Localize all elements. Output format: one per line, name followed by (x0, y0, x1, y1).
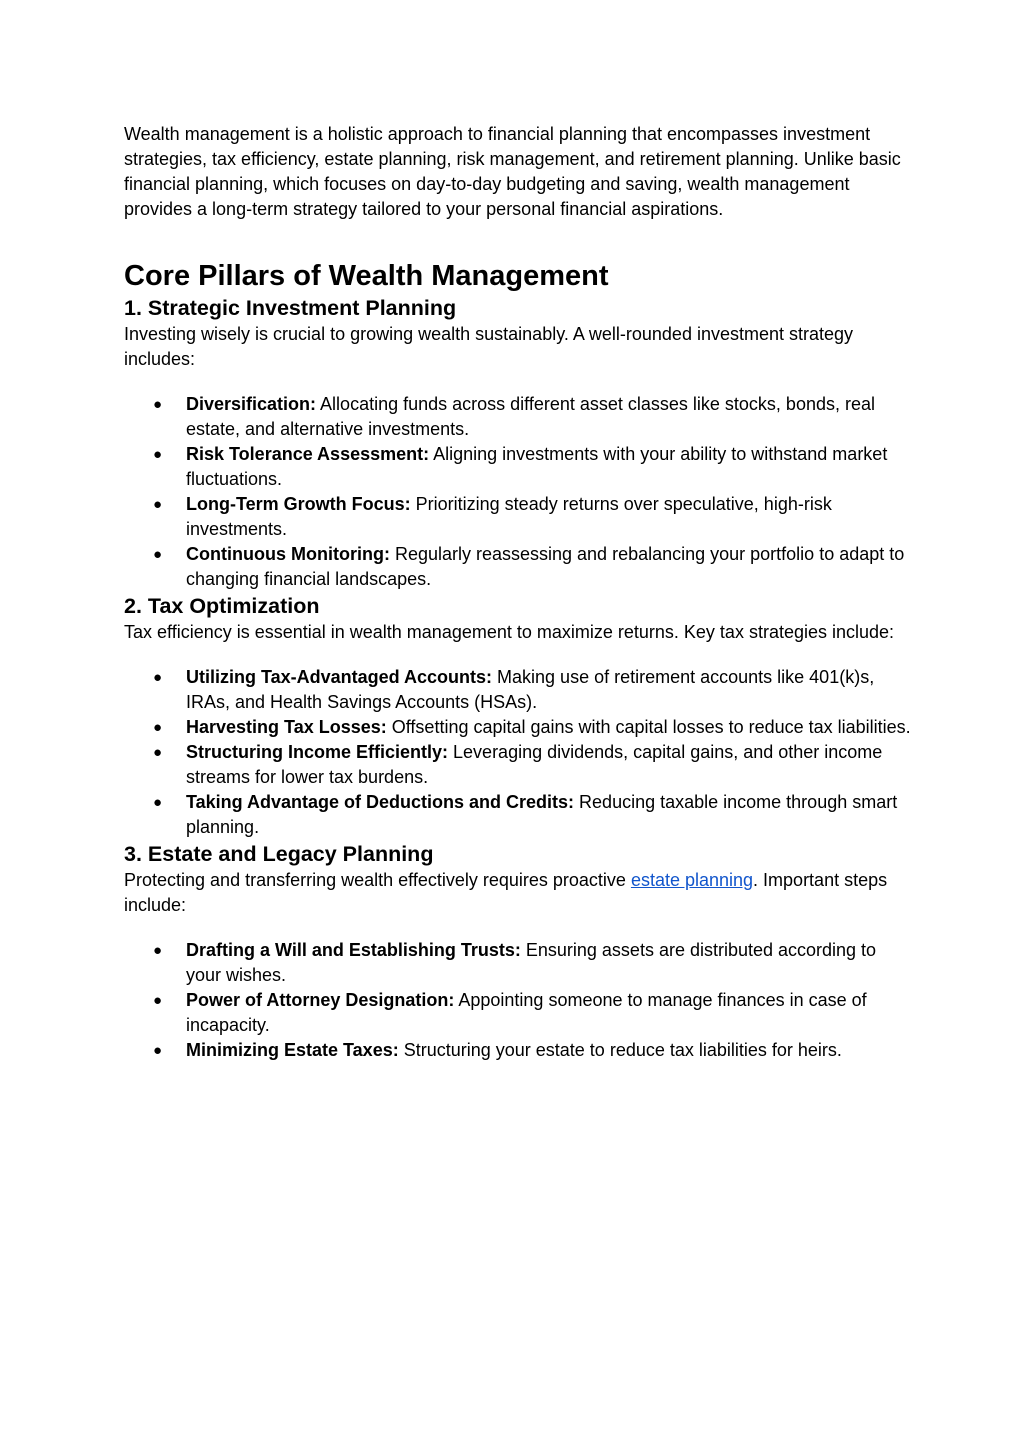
bullet-icon: ● (153, 719, 163, 736)
section-2-intro: Tax efficiency is essential in wealth management to maximize returns. Key tax strategies include: (124, 622, 895, 642)
bullet-icon: ● (153, 446, 163, 463)
item-term: Harvesting Tax Losses: (186, 717, 387, 737)
section-2-title: 2. Tax Optimization (124, 594, 320, 618)
item-term: Minimizing Estate Taxes: (186, 1040, 399, 1060)
page-heading: Core Pillars of Wealth Management (124, 260, 609, 292)
list-item (124, 1038, 914, 1063)
bullet-icon: ● (153, 744, 163, 761)
item-term: Continuous Monitoring: (186, 544, 390, 564)
list-item (124, 542, 914, 592)
item-text: Allocating funds across different asset classes like stocks, bonds, real estate, and alternative investments. (186, 394, 875, 439)
item-term: Power of Attorney Designation: (186, 990, 455, 1010)
item-text: Ensuring assets are distributed according to your wishes. (186, 940, 877, 985)
item-term: Risk Tolerance Assessment: (186, 444, 430, 464)
bullet-icon: ● (153, 546, 163, 563)
item-text: Making use of retirement accounts like 401(k)s, IRAs, and Health Savings Accounts (HSAs). (186, 667, 875, 712)
document-page (124, 122, 914, 1063)
list-item (124, 988, 914, 1038)
item-text: Leveraging dividends, capital gains, and other income streams for lower tax burdens. (186, 742, 883, 787)
bullet-icon: ● (153, 496, 163, 513)
bullet-icon: ● (153, 669, 163, 686)
bullet-icon: ● (153, 794, 163, 811)
list-item (124, 392, 914, 442)
list-item (124, 938, 914, 988)
list-item (124, 492, 914, 542)
bullet-icon: ● (153, 942, 163, 959)
bullet-icon: ● (153, 992, 163, 1009)
bullet-icon: ● (153, 396, 163, 413)
item-term: Diversification: (186, 394, 317, 414)
intro-paragraph: Wealth management is a holistic approach to financial planning that encompasses investment strategies, tax efficiency, estate planning, risk management, and retirement planning. Unlike basic financial planning, which focuses on day-to-day budgeting and saving, wealth management provides a long-term strategy tailored to your personal financial aspirations. (124, 124, 901, 219)
list-item (124, 790, 914, 840)
section-3-title: 3. Estate and Legacy Planning (124, 842, 434, 866)
item-text: Offsetting capital gains with capital losses to reduce tax liabilities. (386, 717, 911, 737)
section-2-list (124, 665, 914, 840)
list-item (124, 715, 914, 740)
section-1-list (124, 392, 914, 592)
section-3-intro-start: Protecting and transferring wealth effectively requires proactive (124, 870, 631, 890)
section-3-intro (124, 868, 914, 918)
bullet-icon: ● (153, 1042, 163, 1059)
item-text: Appointing someone to manage finances in case of incapacity. (186, 990, 867, 1035)
section-3-list (124, 938, 914, 1063)
item-text: Aligning investments with your ability to withstand market fluctuations. (186, 444, 888, 489)
item-text: Prioritizing steady returns over speculative, high-risk investments. (186, 494, 832, 539)
list-item (124, 740, 914, 790)
section-3-intro-end: . Important steps include: (124, 870, 888, 915)
section-1-title: 1. Strategic Investment Planning (124, 296, 457, 320)
item-term: Drafting a Will and Establishing Trusts: (186, 940, 521, 960)
item-term: Taking Advantage of Deductions and Credits: (186, 792, 575, 812)
item-text: Regularly reassessing and rebalancing your portfolio to adapt to changing financial landscapes. (186, 544, 905, 589)
list-item (124, 665, 914, 715)
estate-planning-link[interactable]: estate planning (630, 870, 754, 890)
item-term: Long-Term Growth Focus: (186, 494, 411, 514)
section-1-intro: Investing wisely is crucial to growing wealth sustainably. A well-rounded investment strategy includes: (124, 324, 854, 369)
item-term: Utilizing Tax-Advantaged Accounts: (186, 667, 493, 687)
item-term: Structuring Income Efficiently: (186, 742, 449, 762)
item-text: Reducing taxable income through smart planning. (186, 792, 898, 837)
item-text: Structuring your estate to reduce tax liabilities for heirs. (398, 1040, 842, 1060)
list-item (124, 442, 914, 492)
